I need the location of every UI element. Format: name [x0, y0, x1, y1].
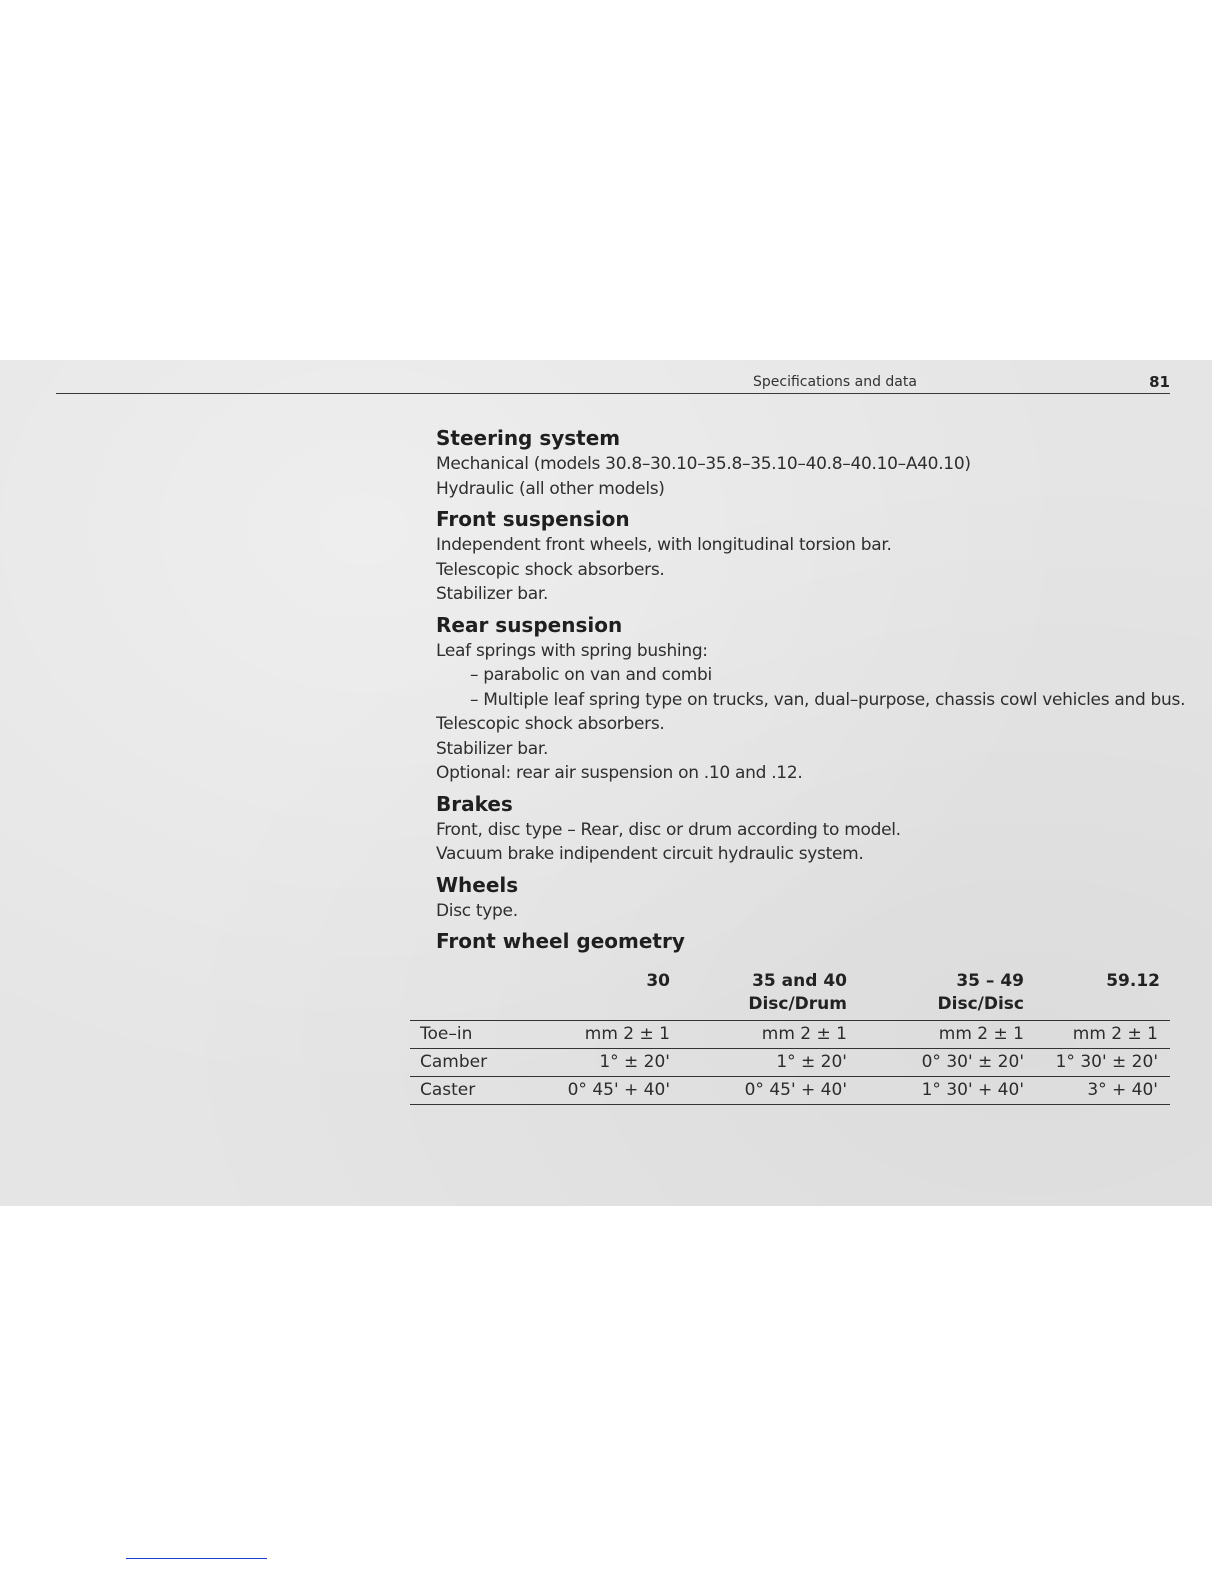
- section-heading: Rear suspension: [436, 612, 623, 637]
- table-cell: mm 2 ± 1: [938, 1024, 1024, 1044]
- running-title: Specifications and data: [753, 374, 917, 390]
- spec-line: Disc type.: [436, 900, 518, 921]
- table-cell: 0° 45' + 40': [567, 1080, 670, 1100]
- section-wheels: [436, 871, 1176, 924]
- table-cell: 1° ± 20': [599, 1052, 670, 1072]
- section-heading: Wheels: [436, 872, 519, 897]
- spec-line: Stabilizer bar.: [436, 738, 549, 759]
- spec-line: Telescopic shock absorbers.: [436, 559, 665, 580]
- spec-line: Vacuum brake indipendent circuit hydraulic system.: [436, 844, 864, 864]
- section-heading: Brakes: [436, 791, 513, 816]
- row-label: Toe–in: [420, 1024, 473, 1044]
- table-row: [410, 1020, 1170, 1048]
- table-cell: mm 2 ± 1: [761, 1024, 847, 1044]
- table-row: [410, 1076, 1170, 1105]
- page-number: 81: [1149, 373, 1170, 391]
- column-header: 59.12: [1106, 971, 1160, 991]
- geometry-table: [410, 970, 1170, 1105]
- column-header: 35 – 49 Disc/Disc: [937, 971, 1024, 1014]
- link-underline: [126, 1558, 267, 1559]
- scanned-page: [0, 360, 1212, 1206]
- table-cell: 1° 30' + 40': [921, 1080, 1024, 1100]
- table-cell: 1° ± 20': [776, 1052, 847, 1072]
- spec-line: Hydraulic (all other models): [436, 478, 665, 499]
- running-header: [56, 371, 1170, 394]
- table-cell: 3° + 40': [1087, 1080, 1158, 1100]
- section-heading: Steering system: [436, 426, 621, 450]
- section-steering: [436, 424, 1176, 501]
- spec-line: Mechanical (models 30.8–30.10–35.8–35.10–40.8–40.10–A40.10): [436, 454, 971, 474]
- spec-line: Telescopic shock absorbers.: [436, 714, 665, 734]
- spec-line: Independent front wheels, with longitudinal torsion bar.: [436, 535, 892, 555]
- table-row: [410, 1048, 1170, 1076]
- table-cell: mm 2 ± 1: [584, 1024, 670, 1044]
- spec-line: Front, disc type – Rear, disc or drum according to model.: [436, 819, 901, 840]
- column-header: 35 and 40 Disc/Drum: [748, 971, 847, 1014]
- section-front-suspension: [436, 505, 1176, 607]
- column-header: 30: [646, 971, 670, 991]
- table-cell: 0° 30' ± 20': [921, 1052, 1024, 1072]
- table-header-row: [410, 970, 1170, 1020]
- section-rear-suspension: [436, 611, 1186, 786]
- table-cell: mm 2 ± 1: [1072, 1024, 1158, 1044]
- section-heading-geometry: Front wheel geometry: [436, 929, 685, 953]
- spec-line: – parabolic on van and combi: [470, 665, 712, 685]
- spec-line: Optional: rear air suspension on .10 and .12.: [436, 763, 803, 783]
- row-label: Caster: [420, 1080, 476, 1100]
- spec-content: [436, 424, 1186, 955]
- row-label: Camber: [420, 1052, 488, 1072]
- table-cell: 1° 30' ± 20': [1055, 1052, 1158, 1072]
- spec-line: – Multiple leaf spring type on trucks, van, dual–purpose, chassis cowl vehicles and bus.: [470, 689, 1186, 710]
- table-cell: 0° 45' + 40': [744, 1080, 847, 1100]
- section-heading: Front suspension: [436, 507, 630, 531]
- spec-line: Stabilizer bar.: [436, 584, 549, 604]
- section-brakes: [436, 790, 1176, 867]
- spec-line: Leaf springs with spring bushing:: [436, 640, 708, 661]
